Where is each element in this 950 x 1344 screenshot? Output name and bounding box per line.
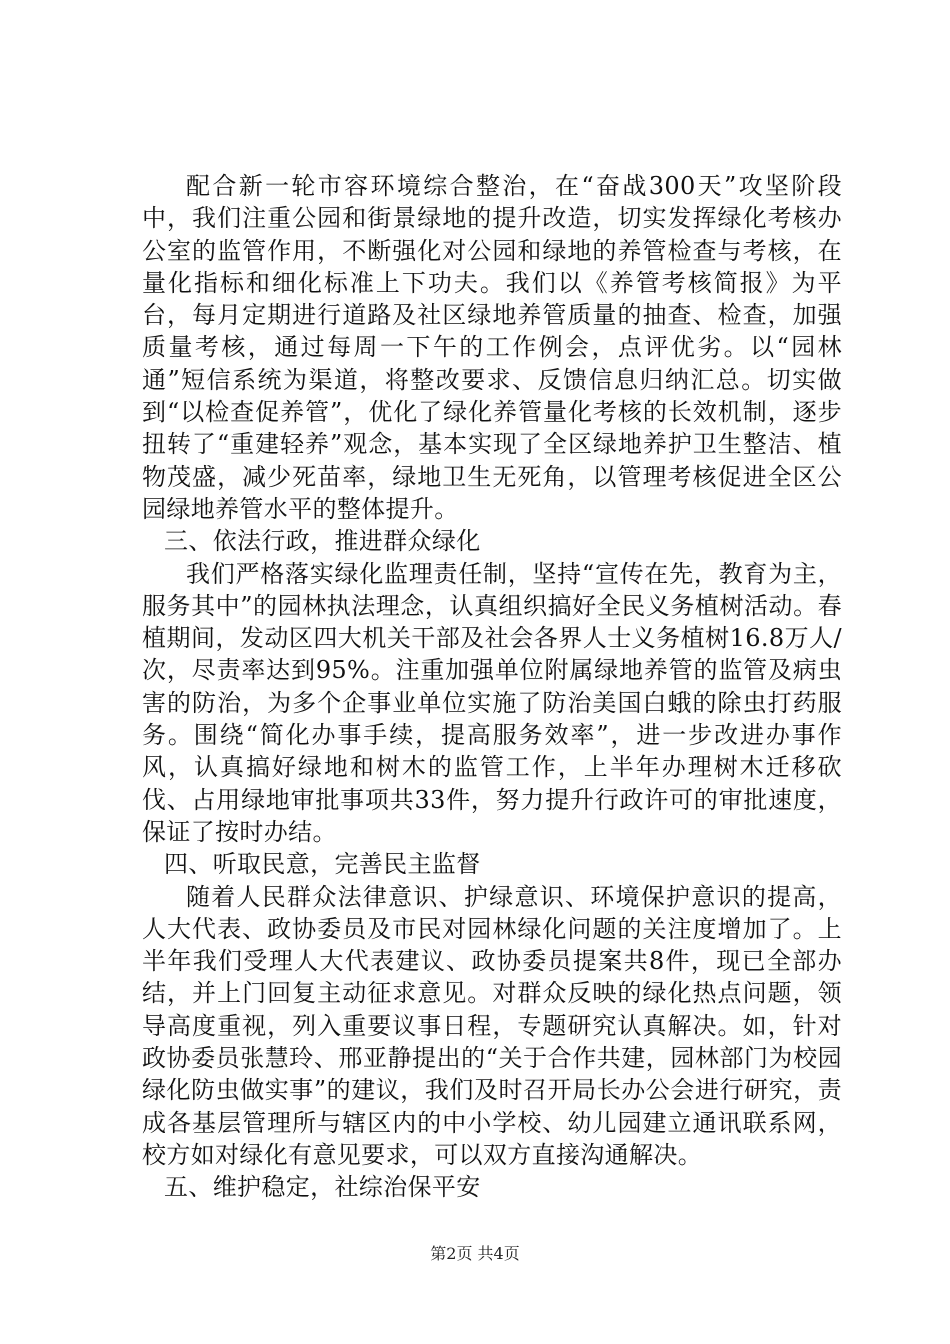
paragraph-public-opinion: 随着人民群众法律意识、护绿意识、环境保护意识的提高，人大代表、政协委员及市民对园林绿化问题的关注度增加了。上半年我们受理人大代表建议、政协委员提案共8件，现已全部办结，并上门回复主动征求意见。对群众反映的绿化热点问题，领导高度重视，列入重要议事日程，专题研究认真解决。如，针对政协委员张慧玲、邢亚静提出的“关于合作共建，园林部门为校园绿化防虫做实事”的建议，我们及时召开局长办公会进行研究，责成各基层管理所与辖区内的中小学校、幼儿园建立通讯联系网，校方如对绿化有意见要求，可以双方直接沟通解决。 (142, 882, 842, 1169)
document-body (142, 170, 842, 1204)
paragraph-greening-inspection: 配合新一轮市容环境综合整治，在“奋战300天”攻坚阶段中，我们注重公园和街景绿地的提升改造，切实发挥绿化考核办公室的监管作用，不断强化对公园和绿地的养管检查与考核，在量化指标和细化标准上下功夫。我们以《养管考核简报》为平台，每月定期进行道路及社区绿地养管质量的抽查、检查，加强质量考核，通过每周一下午的工作例会，点评优劣。以“园林通”短信系统为渠道，将整改要求、反馈信息归纳汇总。切实做到“以检查促养管”，优化了绿化养管量化考核的长效机制，逐步扭转了“重建轻养”观念，基本实现了全区绿地养护卫生整洁、植物茂盛，减少死苗率，绿地卫生无死角，以管理考核促进全区公园绿地养管水平的整体提升。 (142, 172, 842, 523)
section-heading-3: 三、依法行政，推进群众绿化 (164, 527, 481, 556)
section-heading-4: 四、听取民意，完善民主监督 (164, 850, 481, 879)
paragraph-law-administration: 我们严格落实绿化监理责任制，坚持“宣传在先，教育为主，服务其中”的园林执法理念，认真组织搞好全民义务植树活动。春植期间，发动区四大机关干部及社会各界人士义务植树16.8万人/次，尽责率达到95%。注重加强单位附属绿地养管的监管及病虫害的防治，为多个企事业单位实施了防治美国白蛾的除虫打药服务。围绕“简化办事手续，提高服务效率”，进一步改进办事作风，认真搞好绿地和树木的监管工作，上半年办理树木迁移砍伐、占用绿地审批事项共33件，努力提升行政许可的审批速度，保证了按时办结。 (142, 559, 842, 846)
section-heading-5: 五、维护稳定，社综治保平安 (164, 1173, 481, 1202)
page-footer: 第2页 共4页 (430, 1244, 520, 1263)
